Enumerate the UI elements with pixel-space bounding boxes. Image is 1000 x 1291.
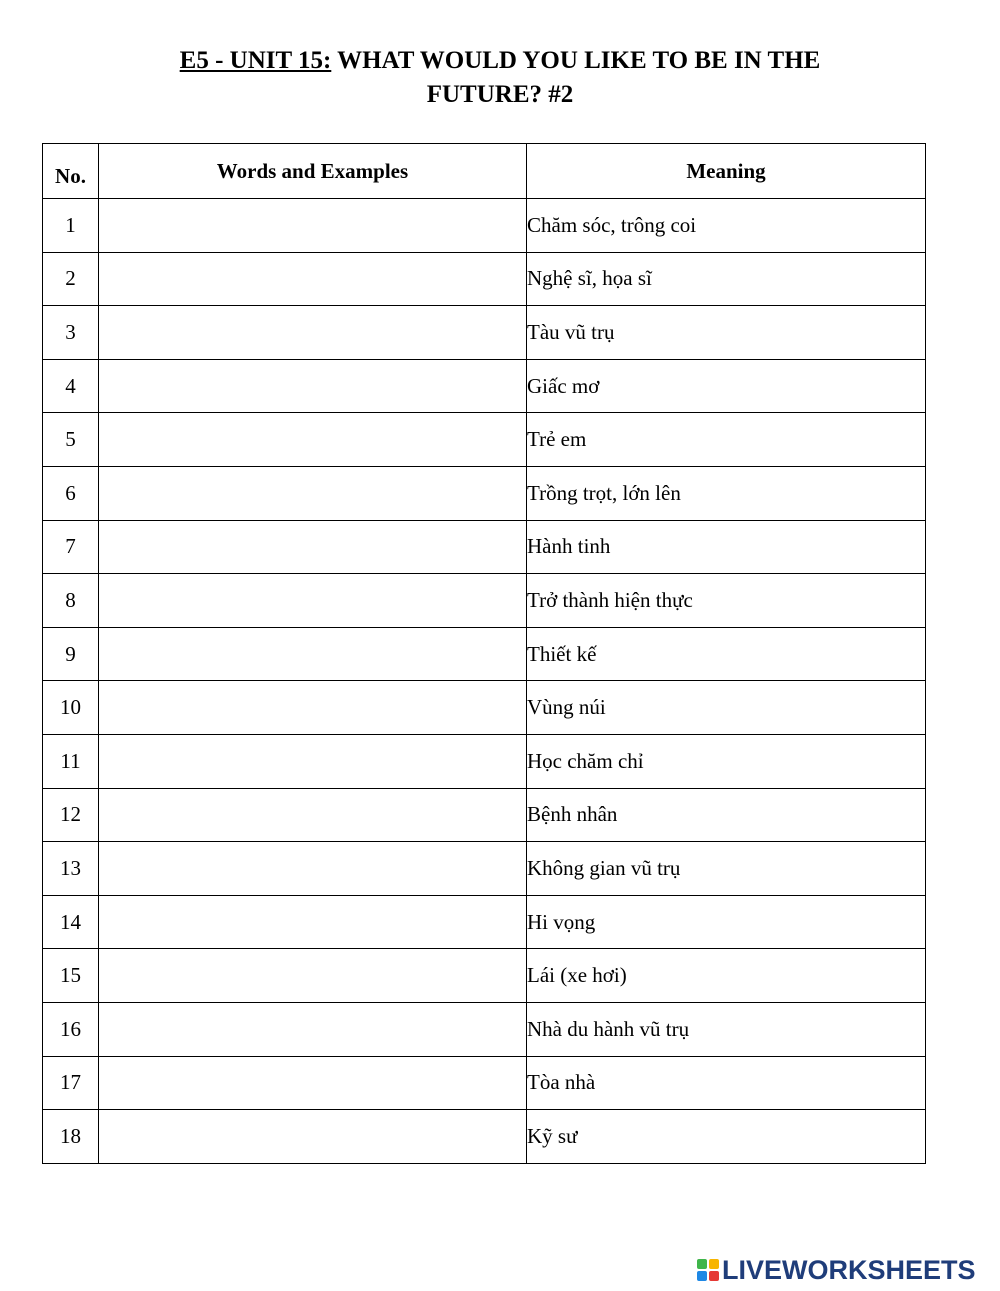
row-number: 8	[43, 574, 99, 628]
answer-cell[interactable]	[99, 306, 527, 360]
table-row	[43, 359, 926, 413]
answer-cell[interactable]	[99, 788, 527, 842]
liveworksheets-logo	[697, 1256, 976, 1284]
table-row	[43, 1110, 926, 1164]
table-row	[43, 306, 926, 360]
row-number: 3	[43, 306, 99, 360]
row-number: 6	[43, 466, 99, 520]
row-number: 16	[43, 1002, 99, 1056]
table-row	[43, 199, 926, 253]
answer-cell[interactable]	[99, 681, 527, 735]
answer-cell[interactable]	[99, 949, 527, 1003]
row-number: 5	[43, 413, 99, 467]
answer-cell[interactable]	[99, 413, 527, 467]
table-row	[43, 949, 926, 1003]
row-number: 9	[43, 627, 99, 681]
answer-cell[interactable]	[99, 359, 527, 413]
meaning-cell: Nhà du hành vũ trụ	[527, 1002, 926, 1056]
title-unit: E5 - UNIT 15:	[179, 47, 332, 74]
meaning-cell: Trở thành hiện thực	[527, 574, 926, 628]
table-row	[43, 413, 926, 467]
logo-text: LIVEWORKSHEETS	[722, 1254, 976, 1285]
table-row	[43, 520, 926, 574]
table-row	[43, 734, 926, 788]
table-row	[43, 466, 926, 520]
answer-cell[interactable]	[99, 895, 527, 949]
meaning-cell: Học chăm chỉ	[527, 734, 926, 788]
title-line1: WHAT WOULD YOU LIKE TO BE IN THE	[331, 47, 821, 74]
answer-cell[interactable]	[99, 1056, 527, 1110]
row-number: 1	[43, 199, 99, 253]
answer-cell[interactable]	[99, 520, 527, 574]
meaning-cell: Trồng trọt, lớn lên	[527, 466, 926, 520]
answer-cell[interactable]	[99, 734, 527, 788]
table-row	[43, 627, 926, 681]
row-number: 15	[43, 949, 99, 1003]
row-number: 13	[43, 842, 99, 896]
answer-cell[interactable]	[99, 1002, 527, 1056]
row-number: 4	[43, 359, 99, 413]
meaning-cell: Vùng núi	[527, 681, 926, 735]
answer-cell[interactable]	[99, 574, 527, 628]
meaning-cell: Kỹ sư	[527, 1110, 926, 1164]
header-meaning: Meaning	[527, 144, 926, 199]
worksheet-title	[0, 44, 1000, 112]
table-row	[43, 895, 926, 949]
logo-square-green	[697, 1259, 707, 1269]
header-words-examples: Words and Examples	[99, 144, 527, 199]
row-number: 2	[43, 252, 99, 306]
meaning-cell: Không gian vũ trụ	[527, 842, 926, 896]
answer-cell[interactable]	[99, 842, 527, 896]
meaning-cell: Nghệ sĩ, họa sĩ	[527, 252, 926, 306]
row-number: 10	[43, 681, 99, 735]
meaning-cell: Hành tinh	[527, 520, 926, 574]
table-header-row	[43, 144, 926, 199]
row-number: 11	[43, 734, 99, 788]
table-row	[43, 1056, 926, 1110]
table-row	[43, 574, 926, 628]
table-row	[43, 1002, 926, 1056]
header-no: No.	[43, 144, 99, 199]
answer-cell[interactable]	[99, 252, 527, 306]
table-row	[43, 842, 926, 896]
row-number: 14	[43, 895, 99, 949]
answer-cell[interactable]	[99, 466, 527, 520]
meaning-cell: Bệnh nhân	[527, 788, 926, 842]
table-row	[43, 252, 926, 306]
vocabulary-table	[42, 143, 926, 1164]
meaning-cell: Thiết kế	[527, 627, 926, 681]
title-line2: FUTURE? #2	[426, 81, 574, 108]
meaning-cell: Giấc mơ	[527, 359, 926, 413]
answer-cell[interactable]	[99, 199, 527, 253]
logo-square-red	[709, 1271, 719, 1281]
logo-square-blue	[697, 1271, 707, 1281]
row-number: 17	[43, 1056, 99, 1110]
logo-square-yellow	[709, 1259, 719, 1269]
row-number: 18	[43, 1110, 99, 1164]
table-row	[43, 681, 926, 735]
meaning-cell: Hi vọng	[527, 895, 926, 949]
meaning-cell: Chăm sóc, trông coi	[527, 199, 926, 253]
answer-cell[interactable]	[99, 1110, 527, 1164]
row-number: 12	[43, 788, 99, 842]
meaning-cell: Tàu vũ trụ	[527, 306, 926, 360]
table-row	[43, 788, 926, 842]
row-number: 7	[43, 520, 99, 574]
meaning-cell: Trẻ em	[527, 413, 926, 467]
answer-cell[interactable]	[99, 627, 527, 681]
meaning-cell: Lái (xe hơi)	[527, 949, 926, 1003]
meaning-cell: Tòa nhà	[527, 1056, 926, 1110]
liveworksheets-logo-icon	[697, 1259, 719, 1281]
